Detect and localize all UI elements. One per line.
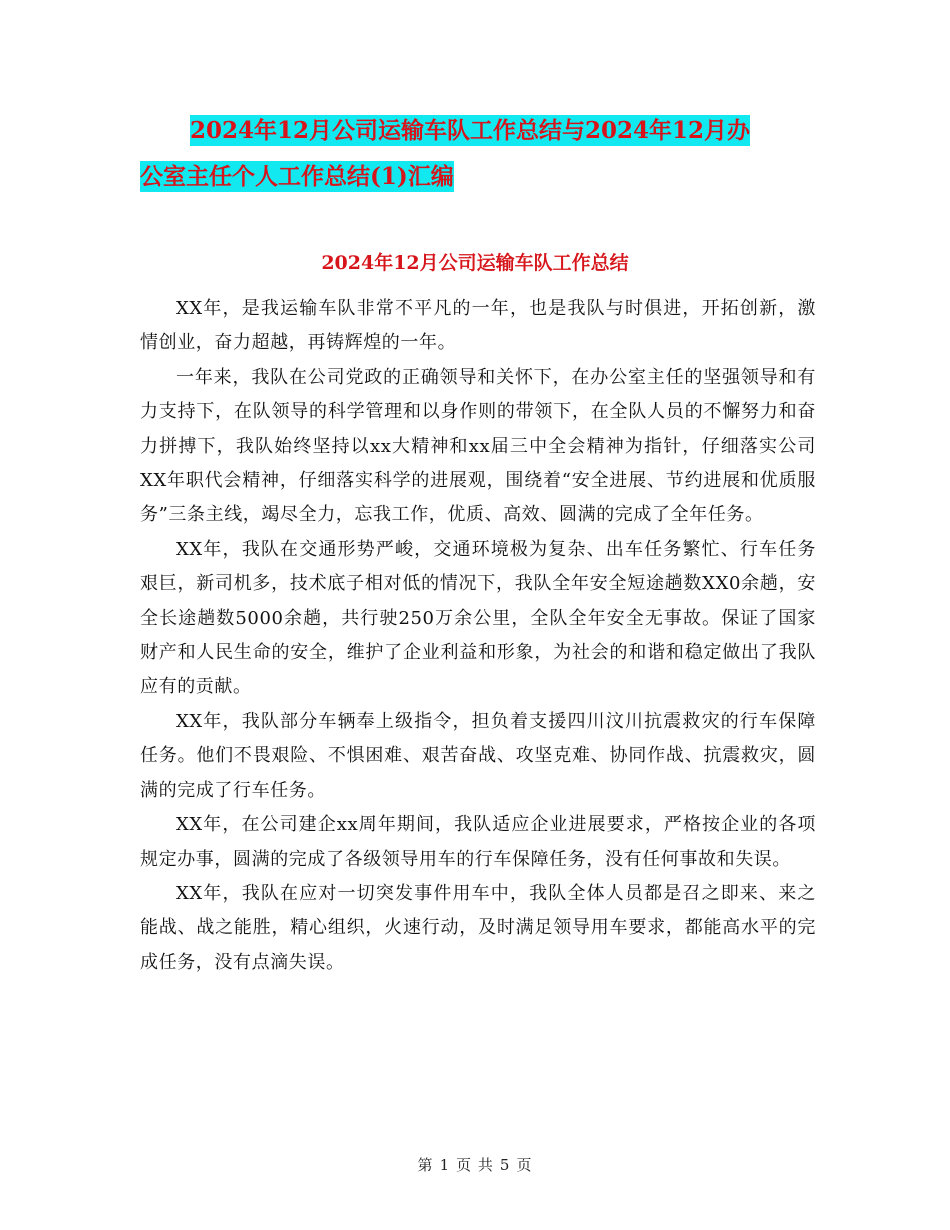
document-body xyxy=(140,292,816,980)
page-label-mid: 页 共 xyxy=(456,1156,494,1174)
page-label-suffix: 页 xyxy=(516,1156,533,1174)
paragraph: XX年，我队在交通形势严峻，交通环境极为复杂、出车任务繁忙、行车任务艰巨，新司机多，技术底子相对低的情况下，我队全年安全短途趟数XX0余趟，安全长途趟数5000余趟，共行驶250万余公里，全队全年安全无事故。保证了国家财产和人民生命的安全，维护了企业利益和形象，为社会的和谐和稳定做出了我队应有的贡献。 xyxy=(140,538,816,698)
title-highlight: 公室主任个人工作总结(1)汇编 xyxy=(140,163,454,190)
document-title xyxy=(140,108,820,200)
paragraph: XX年，在公司建企xx周年期间，我队适应企业进展要求，严格按企业的各项规定办事，圆满的完成了各级领导用车的行车保障任务，没有任何事故和失误。 xyxy=(140,814,816,870)
section-title: 2024年12月公司运输车队工作总结 xyxy=(321,252,629,274)
paragraph: XX年，是我运输车队非常不平凡的一年，也是我队与时俱进，开拓创新，激情创业，奋力超越，再铸辉煌的一年。 xyxy=(140,298,816,354)
paragraph: 一年来，我队在公司党政的正确领导和关怀下，在办公室主任的坚强领导和有力支持下，在队领导的科学管理和以身作则的带领下，在全队人员的不懈努力和奋力拼搏下，我队始终坚持以xx大精神和xx届三中全会精神为指针，仔细落实公司XX年职代会精神，仔细落实科学的进展观，围绕着“安全进展、节约进展和优质服务”三条主线，竭尽全力，忘我工作，优质、高效、圆满的完成了全年任务。 xyxy=(140,366,816,526)
document-title-line1 xyxy=(140,108,820,154)
page-total: 5 xyxy=(499,1156,511,1174)
page-footer xyxy=(0,1154,950,1175)
document-title-line2 xyxy=(140,154,820,200)
paragraph: XX年，我队在应对一切突发事件用车中，我队全体人员都是召之即来、来之能战、战之能胜，精心组织，火速行动，及时满足领导用车要求，都能高水平的完成任务，没有点滴失误。 xyxy=(140,882,816,973)
page-label-prefix: 第 xyxy=(417,1156,434,1174)
title-highlight: 2024年12月公司运输车队工作总结与2024年12月办 xyxy=(190,117,751,144)
paragraph: XX年，我队部分车辆奉上级指令，担负着支援四川汶川抗震救灾的行车保障任务。他们不畏艰险、不惧困难、艰苦奋战、攻坚克难、协同作战、抗震救灾，圆满的完成了行车任务。 xyxy=(140,710,816,801)
page-current: 1 xyxy=(439,1156,451,1174)
